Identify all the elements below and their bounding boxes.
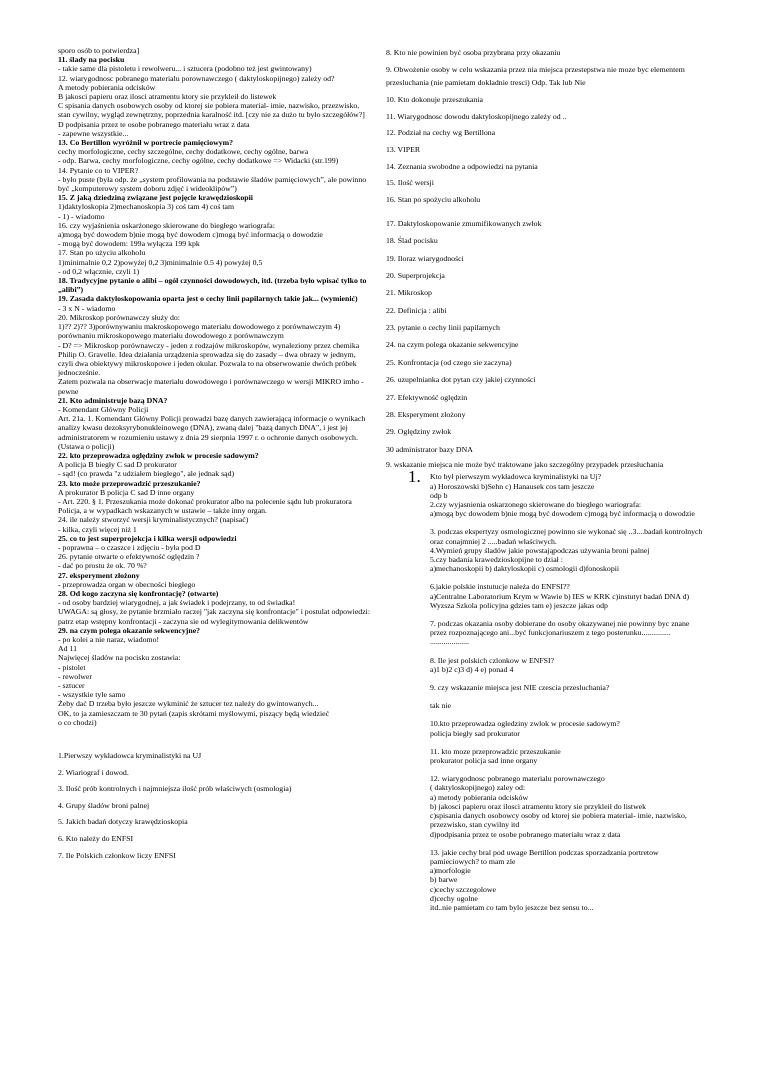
note-line: UWAGA: są głosy, że pytanie brzmiało raczej "jak zaczyna się konfrontacje" i postulat odpowiedzi: patrz etap wstępny konfrontacji - zaczyna sie od wylegitymowania delikwentów xyxy=(58,607,370,626)
list-item: 7. Ile Polskich członkow liczy ENFSI xyxy=(58,850,176,860)
note-line: 26. pytanie otwarte o efektywność oględzin ? xyxy=(58,552,200,562)
note-line: - sąd! (co prawda "z udziałem biegłego", ale jednak sąd) xyxy=(58,469,235,479)
note-line: OK, to ja zamieszczam te 30 pytań (zapis skrótami myślowymi, piszący będą wiedzieć xyxy=(58,708,330,718)
question-line: 11. kto moze przeprowadzic przeszukanie xyxy=(430,746,561,756)
note-line: 21. Kto administruje bazą DNA? xyxy=(58,395,168,405)
note-line: - zapewne wszystkie... xyxy=(58,128,129,138)
note-line: a)mogą być dowodem b)nie mogą być dowodem c)mogą być informacją o dowodzie xyxy=(58,230,323,240)
note-line: 20. Mikroskop porównawczy służy do: xyxy=(58,312,180,322)
question-line: 6.jakie polskie instutucje należa do ENFSI?? xyxy=(430,582,570,592)
spacer xyxy=(58,727,370,751)
list-item: 24. na czym polega okazanie sekwencyjne xyxy=(386,340,519,350)
list-item: 1.Pierwszy wykładowca kryminalistyki na UJ xyxy=(58,751,202,761)
question-line: b) jakosci papieru oraz ilosci atramentu ktory sie przykleił do listwek xyxy=(430,801,647,811)
list-item: 6. Kto należy do ENFSI xyxy=(58,834,134,843)
note-line: Ad 11 xyxy=(58,644,77,654)
note-line: - kilka, czyli więcej niż 1 xyxy=(58,524,137,534)
list-item: 28. Eksperyment złożony xyxy=(386,410,466,420)
question-blocks xyxy=(430,527,708,912)
note-line: 12. wiarygodnosc pobranego materialu porownawczego ( daktyloskopijnego) zależy od? xyxy=(58,73,335,83)
list-item: 8. Kto nie powinien być osoba przybrana przy okazaniu xyxy=(386,48,561,57)
note-line: 23. kto może przeprowadzić przeszukanie? xyxy=(58,478,201,488)
note-line: 25. co to jest superprojekcja i kilka wersji odpowiedzi xyxy=(58,533,237,543)
note-line: - wszystkie tyle samo xyxy=(58,690,126,700)
list-item: 23. pytanie o cechy linii papilarnych xyxy=(386,323,500,333)
question-line: a)mogą byc dowodem b)nie mogą być dowodem c)mogą być informacją o dowodzie xyxy=(430,509,695,519)
question-block xyxy=(430,774,708,838)
list-item: 20. Superprojekcja xyxy=(386,270,445,280)
note-line: Żeby dać D trzeba było jeszcze wykminić że sztucer tez należy do gwintowanych... xyxy=(58,699,319,709)
question-line: Kto był pierwszym wykładowca kryminalistyki na Uj? xyxy=(430,472,602,482)
note-line: - rewolwer xyxy=(58,671,92,681)
list-item: 30 administrator bazy DNA xyxy=(386,444,473,454)
list-item: 4. Grupy śladów broni palnej xyxy=(58,800,150,810)
list-item: 13. VIPER xyxy=(386,144,421,154)
note-line: 1)?? 2)?? 3)porównywaniu makroskopowego materiału dowodowego z porównawczym 4) porównaniu mikroskopowego materiału dowodowego z porównawczym xyxy=(58,322,341,341)
note-line: B jakosci papieru oraz ilosci atramentu ktory sie przykleił do listewek xyxy=(58,92,277,102)
question-list-left xyxy=(58,751,370,860)
note-line: 13. Co Bertillon wyróżnił w portrecie pamięciowym? xyxy=(58,138,234,148)
question-line: a)1 b)2 c)3 d) 4 e) ponad 4 xyxy=(430,664,514,674)
note-line: 15. Z jaką dziedziną związane jest pojęcie krawędzioskopii xyxy=(58,193,253,203)
question-line: ( daktyloskopijnego) zaley od: xyxy=(430,783,526,793)
question-1 xyxy=(430,472,708,518)
question-line: 5.czy badania krawedzioskopijne to dział : xyxy=(430,555,563,565)
question-list-8-16 xyxy=(386,46,708,206)
note-line: - 3 x N - wiadomo xyxy=(58,303,116,313)
question-block xyxy=(430,683,708,692)
note-line: 28. Od kogo zaczyna się konfrontację? (otwarte) xyxy=(58,588,219,598)
note-line: Zatem pozwala na obserwacje materiału dowodowego i porównawczego w wersji MIKRO imho - pewne xyxy=(58,377,364,396)
question-block xyxy=(430,619,708,647)
right-column xyxy=(386,46,708,921)
note-line: 1)daktyloskopia 2)mechanoskopia 3) coś tam 4) coś tam xyxy=(58,202,235,212)
note-line: A prokurator B policja C sad D inne organy xyxy=(58,487,195,497)
list-item: 19. Iloraz wiarygodności xyxy=(386,253,464,263)
question-line: 8. Ile jest polskich czlonkow w ENFSI? xyxy=(430,655,555,665)
question-block xyxy=(430,656,708,674)
question-line: 9. czy wskazanie miejsca jest NIE czescia przesluchania? xyxy=(430,683,610,693)
list-item: 15. Ilość wersji xyxy=(386,178,434,188)
question-line: a)mechanoskopii b) daktyloskopii c) osmologii d)fonoskopii xyxy=(430,564,620,574)
note-line: 18. Tradycyjne pytanie o alibi – ogół czynności dowodowych, itd. (trzeba było wpisać tylko to „alibi”) xyxy=(58,276,367,295)
list-item: 27. Efektywność oględzin xyxy=(386,392,468,402)
question-line: 2.czy wyjasnienia oskarzonego skierowane do biegłego wariografa: xyxy=(430,500,642,510)
question-line: .................... xyxy=(430,637,469,647)
question-line: c)spisania danych osobowcy osoby od ktorej sie pobiera material- imie, nazwisko, przezwisko, stan cywilny itd xyxy=(430,811,687,830)
note-line: 27. eksperyment złożony xyxy=(58,570,140,580)
list-item: 11. Wiarygodnosc dowodu daktyloskopijnego zależy od .. xyxy=(386,111,567,121)
question-line: 4.Wymień grupy śladów jakie powstająpodczas używania broni palnej xyxy=(430,545,650,555)
note-line: - przeprowadza organ w obecności biegłego xyxy=(58,579,196,589)
note-line: - po kolei a nie naraz, wiadomo! xyxy=(58,635,160,644)
note-line: D podpisania przez te osobe pobranego materiału wraz z data xyxy=(58,119,250,129)
question-line: d)podpisania przez te osobe pobranego materiału wraz z data xyxy=(430,829,621,839)
note-line: - pistolet xyxy=(58,662,86,672)
question-block xyxy=(430,848,708,912)
note-line: - mogą być dowodem: 199a wyłącza 199 kpk xyxy=(58,239,200,249)
note-line: - Komendant Główny Policji xyxy=(58,404,149,414)
note-line: - było puste (była odp. że „system profilowania na podstawie śladów pamięciowych”, ale powinno być „komputerowy system doboru zdjęć i wideoklipów”) xyxy=(58,174,367,194)
list-item: 2. Wiariograf i dowod. xyxy=(58,767,129,777)
note-line: A metody pobierania odcisków xyxy=(58,82,156,92)
note-line: 29. na czym polega okazanie sekwencyjne? xyxy=(58,625,201,635)
question-block xyxy=(430,527,708,573)
item-9-note: 9. wskazanie miejsca nie może być traktowane jako szczególny przypadek przesłuchania xyxy=(386,460,664,470)
question-line: itd..nie pamietam co tam bylo jeszcze bez sensu to... xyxy=(430,902,594,912)
list-item: 10. Kto dokonuje przeszukania xyxy=(386,94,484,104)
note-line: 24. ile należy stworzyć wersji kryminalistycznych? (napisać) xyxy=(58,515,249,525)
note-line: - D? => Mikroskop porównawczy - jeden z rodzajów mikroskopów, wynaleziony przez chemika Philip O. Gravelle. Idea działania urządzenia sprowadza się do zasady – dwa obrazy w jednym, czyli dwa obiektywy mikroskopowe i jeden okular. Pozwala to na obserwowanie dwóch próbek jednocześnie. xyxy=(58,340,360,378)
list-item: 17. Daktyloskopowanie zmumifikowanych zwłok xyxy=(386,218,542,228)
list-item: 21. Mikroskop xyxy=(386,288,432,298)
question-block xyxy=(430,582,708,610)
list-item: 5. Jakich badań dotyczy krawędzioskopia xyxy=(58,817,188,827)
note-line: - od 0,2 włącznie, czyli 1) xyxy=(58,266,140,276)
question-line: odp b xyxy=(430,490,448,500)
question-line: policja biegły sad prokurator xyxy=(430,728,520,738)
list-item: 9. Obwożenie osoby w celu wskazania przez nia miejsca przestepstwa nie moze byc elementem przesluchania (nie pamietam dokladnie tresci) Odp. Tak lub Nie xyxy=(386,64,685,88)
note-line: - Art. 220. § 1. Przeszukania może dokonać prokurator albo na polecenie sądu lub prokuratora Policja, a w wypadkach wskazanych w ustawie – także inny organ. xyxy=(58,496,352,516)
note-line: - odp. Barwa, cechy morfologiczne, cechy ogólne, cechy dodatkowe => Widacki (str.199) xyxy=(58,156,339,166)
list-item: 3. Ilość prób kontrolnych i najmniejsza ilość prób właściwych (osmologia) xyxy=(58,784,292,794)
numbered-question-block xyxy=(386,467,708,912)
note-line: 14. Pytanie co to VIPER? xyxy=(58,165,139,175)
list-item: 14. Zeznania swobodne a odpowiedzi na pytania xyxy=(386,161,538,171)
left-column xyxy=(58,46,370,867)
list-item: 29. Oględziny zwłok xyxy=(386,427,452,437)
question-line: 13. jakie cechy bral pod uwage Bertillon podczas sporzadzania portretow pamieciowych? to mam zle xyxy=(430,847,659,866)
question-line: a)morfologie xyxy=(430,866,471,876)
list-item: 22. Definicja : alibi xyxy=(386,305,447,315)
question-line: prokurator policja sad inne organy xyxy=(430,756,538,766)
note-line: sporo osób to potwierdza] xyxy=(58,46,140,55)
note-line: cechy morfologiczne, cechy szczególne, cechy dodatkowe, cechy ogólne, barwa xyxy=(58,147,309,157)
note-line: Najwięcej śladów na pocisku zostawia: xyxy=(58,653,181,663)
spacer xyxy=(430,518,708,527)
question-line: d)cechy ogolne xyxy=(430,893,478,903)
note-line: Art. 21a. 1. Komendant Główny Policji prowadzi bazę danych zawierającą informacje o wynikach analizy kwasu dezoksyrybonukleinowego (DNA), zwaną dalej "bazą danych DNA", i jest jej administratorem w rozumieniu ustawy z dnia 29 sierpnia 1997 r. o ochronie danych osobowych. (Ustawa o policji) xyxy=(58,414,366,451)
list-item: 16. Stan po spożyciu alkoholu xyxy=(386,195,481,205)
note-line: 22. kto przeprowadza oględziny zwłok w procesie sadowym? xyxy=(58,450,259,460)
question-line: a) Horoszowski b)Sehn c) Hanausek cos tam jeszcze xyxy=(430,481,595,491)
list-item: 26. uzupelnianka dot pytan czy jakiej czynności xyxy=(386,375,536,385)
note-line: 11. ślady na pocisku xyxy=(58,55,125,65)
list-item: 25. Konfrontacja (od czego sie zaczyna) xyxy=(386,357,512,367)
question-list-17-30 xyxy=(386,219,708,454)
list-item: 18. Ślad pocisku xyxy=(386,236,438,246)
note-line: - poprawna – o czaszce i zdjęciu - była pod D xyxy=(58,542,201,552)
question-line: c)cechy szczegolowe xyxy=(430,884,497,894)
question-line: b) barwe xyxy=(430,875,458,885)
note-line: o co chodzi) xyxy=(58,717,97,727)
note-line: - 1) - wiadomo xyxy=(58,211,105,221)
note-line: - sztucer xyxy=(58,681,85,691)
note-line: 16. czy wyjaśnienia oskarżonego skierowane do biegłego wariografa: xyxy=(58,220,275,230)
spacer xyxy=(386,210,708,219)
note-line: 19. Zasada daktyloskopowania oparta jest o cechy linii papilarnych takie jak... (wymienić) xyxy=(58,294,358,304)
question-line: 3. podczas ekspertyzy osmologicznej powinno sie wykonać się ..3....badań kontrolnych oraz conajmniej 2 .....badań właściwych. xyxy=(430,527,703,546)
question-line: 7. podczas okazania osoby dobierane do osoby okazywanej nie powinny byc znane przez rozpoznającego ani...być funkcjonariuszem z tego posterunku............... xyxy=(430,619,690,638)
question-block xyxy=(430,747,708,765)
question-line: 12. wiarygodnosc pobranego materialu porownawczego xyxy=(430,774,605,784)
note-line: C spisania danych osobowych osoby od ktorej sie pobiera material- imie, nazwisko, przezwisko, stan cywilny, wygląd zewnętrzny, poprzednia karalność itd. [czy nie za dużo tu było szczegółów?] xyxy=(58,101,365,120)
note-line: A policja B biegły C sad D prokurator xyxy=(58,460,177,470)
note-line: - od osoby bardziej wiarygodnej, a jak świadek i podejrzany, to od świadka! xyxy=(58,598,296,608)
question-line: a) metody pobierania odcisków xyxy=(430,792,529,802)
question-line: tak nie xyxy=(430,701,451,711)
question-line: a)Centralne Laboratorium Krym w Wawie b) IES w KRK c)instutyt badań DNA d) Wyzsza Szkola policyjna gdzies tam e) jeszcze jakas odp xyxy=(430,591,690,610)
question-line: 10.kto przeprowadza ogledziny zwlok w procesie sadowym? xyxy=(430,719,620,729)
note-line: - takie same dla pistoletu i rewolweru... i sztucera (podobno też jest gwintowany) xyxy=(58,64,312,74)
note-line: 1)minimalnie 0,2 2)powyżej 0,2 3)minimalnie 0.5 4) powyżej 0,5 xyxy=(58,257,263,267)
question-block xyxy=(430,701,708,710)
note-line: 17. Stan po użyciu alkoholu xyxy=(58,248,146,258)
note-line: - dać po prostu że ok. 70 %? xyxy=(58,561,147,571)
question-block xyxy=(430,719,708,737)
list-number: 1. xyxy=(408,467,421,487)
answer-notes xyxy=(58,46,370,727)
list-item: 12. Podział na cechy wg Bertillona xyxy=(386,128,496,138)
